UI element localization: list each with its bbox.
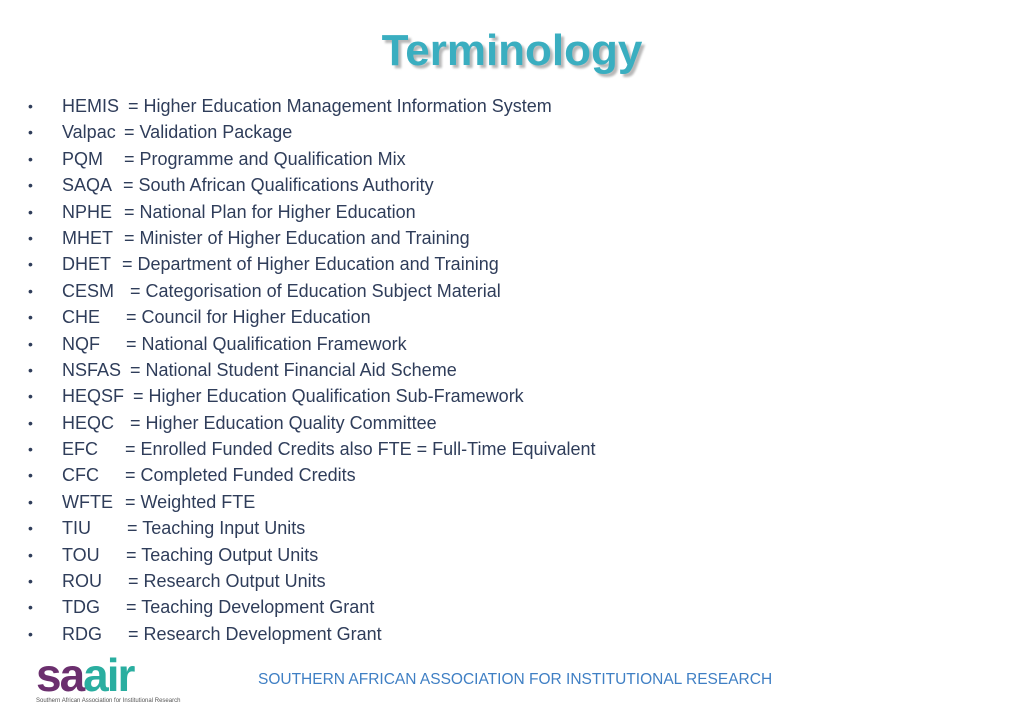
bullet-icon: •: [28, 124, 33, 141]
list-item: [0, 491, 1024, 517]
list-item: [0, 464, 1024, 490]
list-item: [0, 201, 1024, 227]
bullet-icon: •: [28, 229, 33, 246]
bullet-icon: •: [28, 335, 33, 352]
term-abbreviation: EFC: [62, 439, 98, 460]
logo-subtitle: Southern African Association for Institutional Research: [36, 698, 181, 704]
term-definition: = National Student Financial Aid Scheme: [130, 359, 457, 380]
bullet-icon: •: [28, 388, 33, 405]
term-definition: = Weighted FTE: [125, 491, 256, 512]
term-definition: = National Qualification Framework: [126, 333, 407, 354]
list-item: [0, 596, 1024, 622]
term-definition: = Completed Funded Credits: [125, 465, 356, 486]
term-abbreviation: CHE: [62, 307, 101, 328]
list-item: [0, 517, 1024, 543]
term-abbreviation: HEQSF: [62, 386, 125, 407]
saair-logo: [36, 649, 196, 707]
list-item: [0, 280, 1024, 306]
term-definition: = Research Output Units: [128, 571, 326, 592]
term-definition: = Validation Package: [124, 122, 293, 143]
term-abbreviation: NPHE: [62, 201, 113, 222]
term-abbreviation: PQM: [62, 148, 104, 169]
list-item: [0, 148, 1024, 174]
bullet-icon: •: [28, 177, 33, 194]
list-item: [0, 253, 1024, 279]
term-definition: = Higher Education Management Information System: [128, 96, 552, 116]
term-abbreviation: RDG: [62, 623, 102, 644]
list-item: [0, 227, 1024, 253]
term-abbreviation: WFTE: [62, 491, 113, 512]
footer-organisation-name: SOUTHERN AFRICAN ASSOCIATION FOR INSTITUTIONAL RESEARCH: [258, 671, 773, 688]
bullet-icon: •: [28, 256, 33, 273]
term-abbreviation: TIU: [62, 518, 91, 539]
term-definition: = Enrolled Funded Credits also FTE = Full-Time Equivalent: [125, 439, 596, 460]
term-abbreviation: NSFAS: [62, 359, 122, 380]
list-item: [0, 385, 1024, 411]
list-item: [0, 306, 1024, 332]
term-definition: = Teaching Output Units: [126, 544, 319, 565]
bullet-icon: •: [28, 150, 33, 167]
term-abbreviation: TOU: [62, 544, 100, 565]
term-abbreviation: CESM: [62, 280, 115, 301]
list-item: [0, 438, 1024, 464]
list-item: [0, 121, 1024, 147]
term-definition: = South African Qualifications Authority: [123, 175, 434, 196]
list-item: [0, 333, 1024, 359]
list-item: [0, 174, 1024, 200]
logo-sa: sa: [36, 649, 84, 701]
bullet-icon: •: [28, 98, 33, 114]
list-item: [0, 359, 1024, 385]
term-definition: = Council for Higher Education: [126, 307, 371, 328]
term-definition: = Higher Education Quality Committee: [130, 412, 437, 433]
term-definition: = Teaching Development Grant: [126, 597, 375, 618]
term-abbreviation: HEMIS: [62, 96, 120, 116]
bullet-icon: •: [28, 282, 33, 299]
term-abbreviation: NQF: [62, 333, 100, 354]
term-definition: = Programme and Qualification Mix: [124, 148, 406, 169]
term-definition: = Teaching Input Units: [127, 518, 306, 539]
term-definition: = Higher Education Qualification Sub-Framework: [133, 386, 524, 407]
term-abbreviation: MHET: [62, 227, 113, 248]
bullet-icon: •: [28, 573, 33, 590]
terminology-list: [0, 95, 1024, 649]
term-abbreviation: HEQC: [62, 412, 115, 433]
term-abbreviation: TDG: [62, 597, 100, 618]
bullet-icon: •: [28, 309, 33, 326]
bullet-icon: •: [28, 414, 33, 431]
page-title: Terminology: [381, 26, 643, 75]
logo-air: air: [83, 649, 134, 701]
term-abbreviation: DHET: [62, 254, 111, 275]
term-abbreviation: SAQA: [62, 175, 113, 196]
list-item: [0, 95, 1024, 121]
bullet-icon: •: [28, 493, 33, 510]
bullet-icon: •: [28, 625, 33, 642]
term-abbreviation: CFC: [62, 465, 99, 486]
term-abbreviation: ROU: [62, 571, 102, 592]
list-item: [0, 570, 1024, 596]
list-item: [0, 623, 1024, 649]
term-definition: = Categorisation of Education Subject Material: [130, 280, 501, 301]
bullet-icon: •: [28, 467, 33, 484]
list-item: [0, 544, 1024, 570]
term-definition: = Minister of Higher Education and Training: [124, 227, 470, 248]
bullet-icon: •: [28, 361, 33, 378]
bullet-icon: •: [28, 546, 33, 563]
term-abbreviation: Valpac: [62, 122, 116, 143]
bullet-icon: •: [28, 599, 33, 616]
term-definition: = National Plan for Higher Education: [124, 201, 416, 222]
term-definition: = Department of Higher Education and Training: [122, 254, 499, 275]
bullet-icon: •: [28, 441, 33, 458]
bullet-icon: •: [28, 203, 33, 220]
list-item: [0, 412, 1024, 438]
bullet-icon: •: [28, 520, 33, 537]
term-definition: = Research Development Grant: [128, 623, 382, 644]
